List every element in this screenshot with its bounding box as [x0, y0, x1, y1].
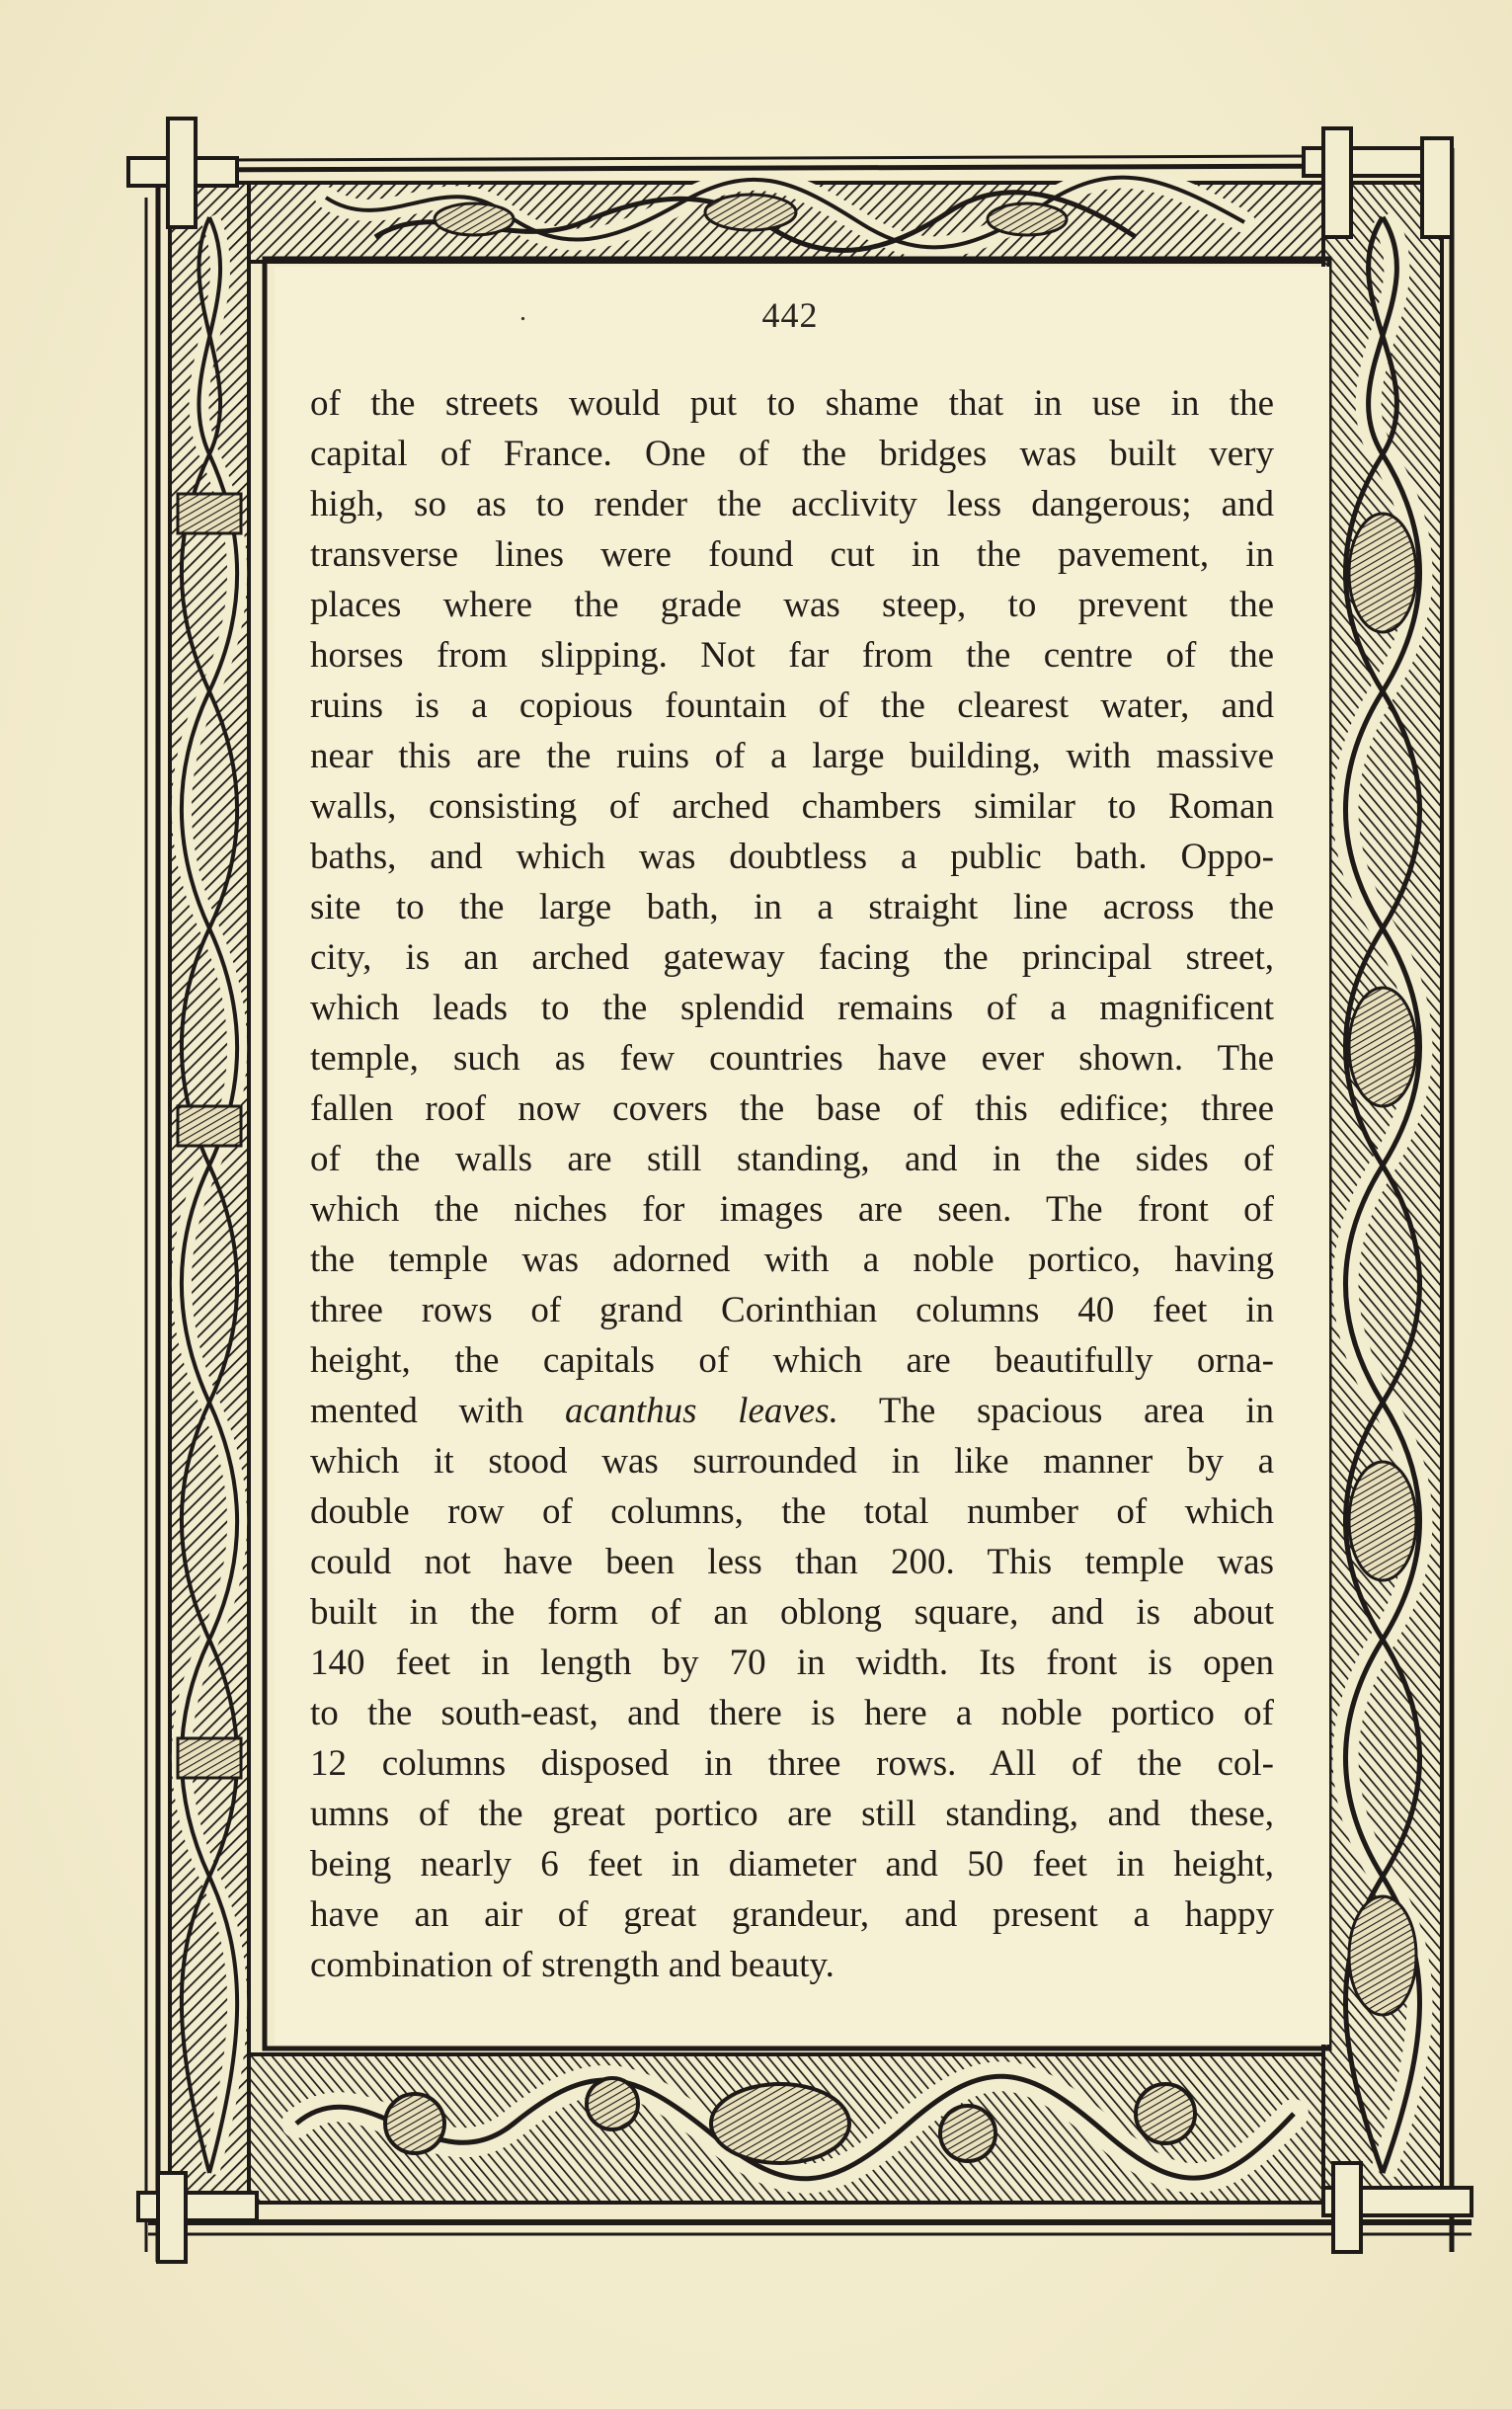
- text-line: being nearly 6 feet in diameter and 50 feet in height,: [310, 1844, 1274, 1885]
- text-line: [310, 1386, 1274, 1436]
- text-line: which it stood was surrounded in like manner by a: [310, 1441, 1274, 1482]
- right-border-column: [1323, 148, 1452, 2252]
- text-line: baths, and which was doubtless a public bath. Oppo-: [310, 837, 1274, 877]
- text-line: which leads to the splendid remains of a magnificent: [310, 988, 1274, 1028]
- text-line: horses from slipping. Not far from the centre of the: [310, 635, 1274, 676]
- text-line: height, the capitals of which are beautifully orna-: [310, 1340, 1274, 1381]
- text-line: places where the grade was steep, to prevent the: [310, 585, 1274, 625]
- text-line: built in the form of an oblong square, and is about: [310, 1592, 1274, 1633]
- body-text: [310, 378, 1274, 1990]
- text-line: umns of the great portico are still standing, and these,: [310, 1794, 1274, 1834]
- text-line: could not have been less than 200. This temple was: [310, 1542, 1274, 1582]
- text-line: 140 feet in length by 70 in width. Its front is open: [310, 1643, 1274, 1683]
- text-line: the temple was adorned with a noble portico, having: [310, 1240, 1274, 1280]
- text-line: fallen roof now covers the base of this edifice; three: [310, 1088, 1274, 1129]
- text-line: of the walls are still standing, and in the sides of: [310, 1139, 1274, 1179]
- text-line: of the streets would put to shame that in use in the: [310, 383, 1274, 424]
- page-number: 442: [761, 295, 819, 335]
- text-line: which the niches for images are seen. The front of: [310, 1189, 1274, 1230]
- text-line: have an air of great grandeur, and present a happy: [310, 1894, 1274, 1935]
- text-line: double row of columns, the total number of which: [310, 1491, 1274, 1532]
- text-segment: The spacious area in: [837, 1391, 1274, 1431]
- text-line: near this are the ruins of a large building, with massive: [310, 736, 1274, 776]
- text-line: three rows of grand Corinthian columns 40 feet in: [310, 1290, 1274, 1330]
- text-line: site to the large bath, in a straight line across the: [310, 887, 1274, 927]
- text-line: transverse lines were found cut in the pavement, in: [310, 534, 1274, 575]
- text-line: combination of strength and beauty.: [310, 1945, 835, 1985]
- text-line: walls, consisting of arched chambers similar to Roman: [310, 786, 1274, 827]
- leading-mark: .: [519, 296, 526, 327]
- text-line: 12 columns disposed in three rows. All of the col-: [310, 1743, 1274, 1784]
- text-line: to the south-east, and there is here a noble portico of: [310, 1693, 1274, 1733]
- bottom-border-band: [148, 2054, 1472, 2234]
- text-line: city, is an arched gateway facing the principal street,: [310, 937, 1274, 978]
- text-segment: mented with: [310, 1391, 565, 1431]
- text-line: ruins is a copious fountain of the clearest water, and: [310, 685, 1274, 726]
- text-line: high, so as to render the acclivity less dangerous; and: [310, 484, 1274, 524]
- top-border-band: [188, 156, 1383, 262]
- left-border-column: [146, 178, 249, 2262]
- text-line: temple, such as few countries have ever shown. The: [310, 1038, 1274, 1079]
- italic-phrase: acanthus leaves.: [564, 1391, 838, 1431]
- text-line: capital of France. One of the bridges was built very: [310, 434, 1274, 474]
